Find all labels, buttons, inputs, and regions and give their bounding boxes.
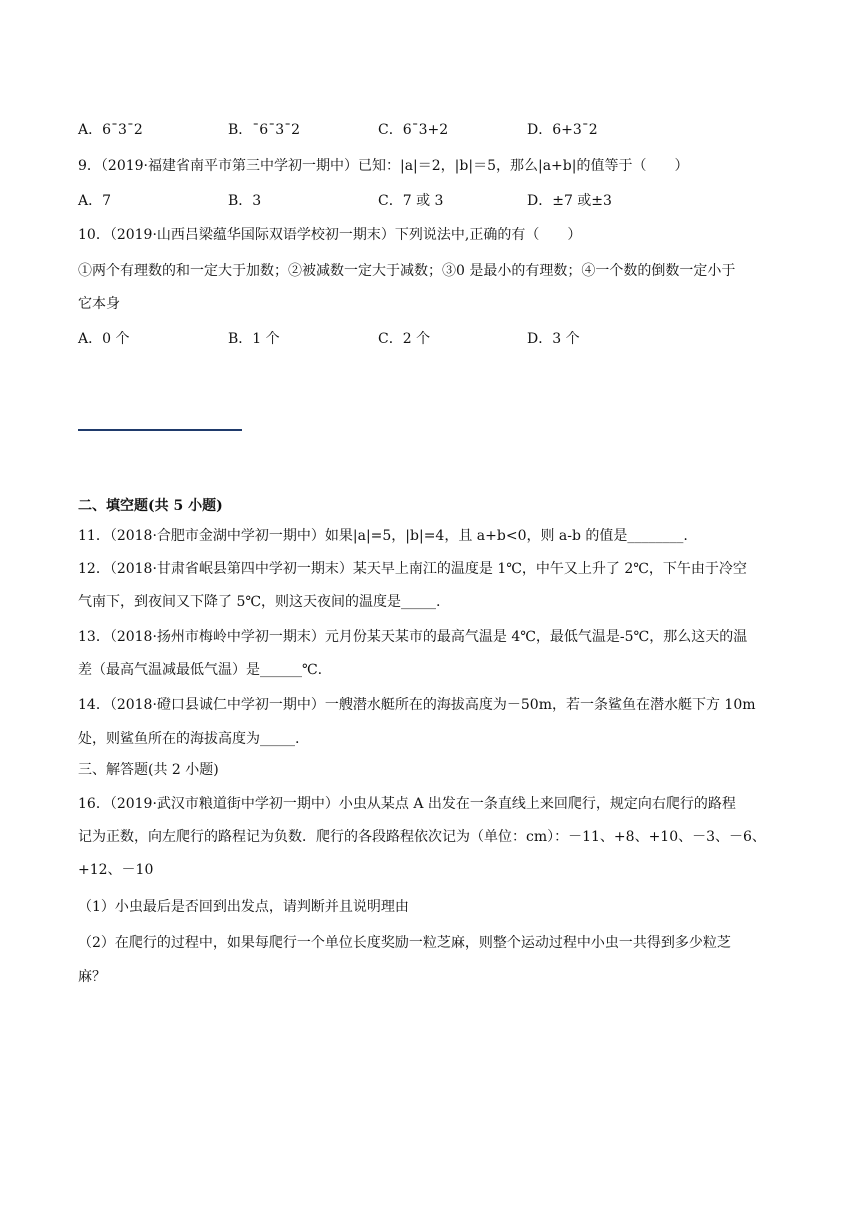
q10-option-a: A．0 个	[78, 331, 130, 347]
q10-option-c: C．2 个	[378, 331, 431, 347]
q13-line1: 13．（2018·扬州市梅岭中学初一期末）元月份某天某市的最高气温是 4℃，最低气温是-5℃，那么这天的温	[78, 629, 748, 645]
section-divider	[78, 429, 242, 431]
q14-line1: 14．（2018·磴口县诚仁中学初一期中）一艘潜水艇所在的海拔高度为－50m，若一条鲨鱼在潜水艇下方 10m	[78, 697, 756, 713]
q16-line2: 记为正数，向左爬行的路程记为负数．爬行的各段路程依次记为（单位：cm）：－11、+8、+10、－3、－6、	[78, 829, 766, 845]
q8-options	[78, 120, 778, 140]
q11-text: 11．（2018·合肥市金湖中学初一期中）如果|a|=5，|b|=4，且 a+b<0，则 a-b 的值是________.	[78, 528, 688, 544]
q8-option-d: D．6+3ˉ2	[527, 122, 598, 138]
q10-stem: 10．（2019·山西吕梁蕴华国际双语学校初一期末）下列说法中,正确的有（ ）	[78, 227, 582, 243]
q9-options	[78, 191, 778, 211]
q10-statements-line1: ①两个有理数的和一定大于加数；②被减数一定大于减数；③0 是最小的有理数；④一个数的倒数一定小于	[78, 263, 736, 279]
q16-line3: +12、－10	[78, 862, 154, 878]
section-answer-heading: 三、解答题(共 2 小题)	[78, 762, 219, 778]
q10-statements-line2: 它本身	[78, 296, 120, 312]
q16-line1: 16．（2019·武汉市粮道街中学初一期中）小虫从某点 A 出发在一条直线上来回爬行，规定向右爬行的路程	[78, 796, 736, 812]
q12-line1: 12．（2018·甘肃省岷县第四中学初一期末）某天早上南江的温度是 1℃，中午又上升了 2℃，下午由于冷空	[78, 561, 747, 577]
q8-option-b: B．ˉ6ˉ3ˉ2	[228, 122, 301, 138]
q9-stem: 9．（2019·福建省南平市第三中学初一期中）已知：|a|＝2，|b|＝5，那么|a+b|的值等于（ ）	[78, 158, 689, 174]
q9-option-b: B．3	[228, 193, 262, 209]
q9-option-c: C．7 或 3	[378, 193, 444, 209]
q14-line2: 处，则鲨鱼所在的海拔高度为_____.	[78, 731, 300, 747]
q8-option-c: C．6ˉ3+2	[378, 122, 449, 138]
q12-line2: 气南下，到夜间又下降了 5℃，则这天夜间的温度是_____.	[78, 594, 441, 610]
q16-sub2-line2: 麻？	[78, 969, 106, 985]
q10-option-b: B．1 个	[228, 331, 280, 347]
q9-option-d: D．±7 或±3	[527, 193, 612, 209]
q10-options	[78, 329, 778, 349]
q9-option-a: A．7	[78, 193, 112, 209]
q16-sub2-line1: （2）在爬行的过程中，如果每爬行一个单位长度奖励一粒芝麻，则整个运动过程中小虫一共得到多少粒芝	[78, 935, 731, 951]
q10-option-d: D．3 个	[527, 331, 580, 347]
q16-sub1: （1）小虫最后是否回到出发点，请判断并且说明理由	[78, 899, 409, 915]
q8-option-a: A．6ˉ3ˉ2	[78, 122, 143, 138]
q13-line2: 差（最高气温减最低气温）是______℃.	[78, 662, 323, 678]
section-fill-in-heading: 二、填空题(共 5 小题)	[78, 498, 223, 514]
